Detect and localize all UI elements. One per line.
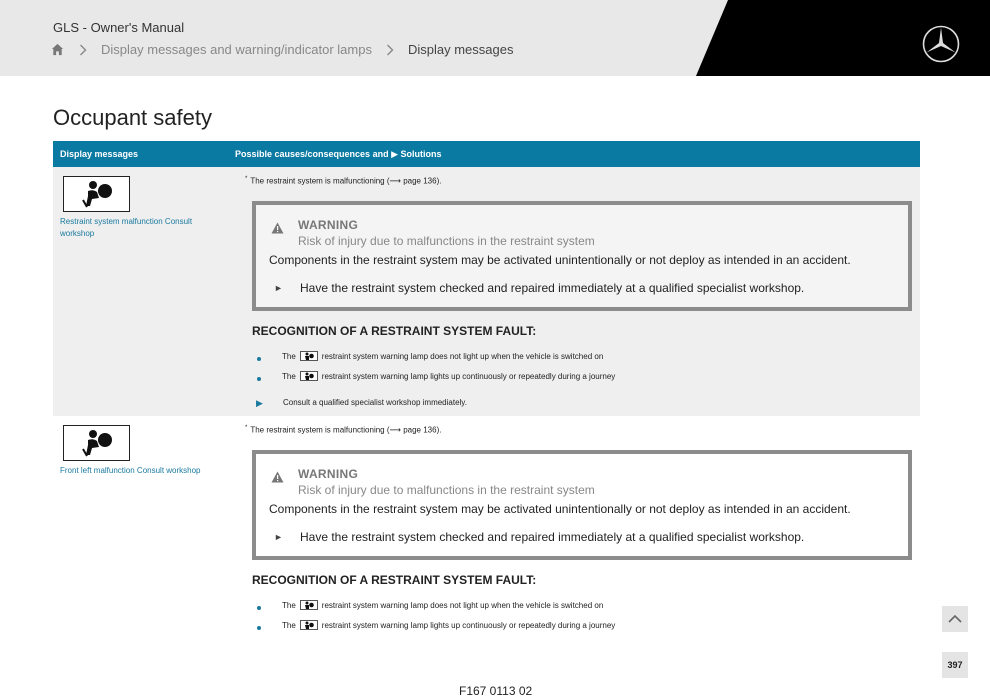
chevron-up-icon — [947, 614, 963, 624]
bullet-dot-icon — [257, 606, 261, 610]
restraint-lamp-icon — [300, 600, 318, 610]
scroll-to-top-button[interactable] — [942, 606, 968, 632]
solution-text: Consult a qualified specialist workshop immediately. — [283, 398, 467, 407]
step-arrow-icon: ► — [274, 283, 283, 293]
restraint-system-icon — [63, 176, 130, 212]
cause-text — [245, 176, 441, 186]
bullet-text: restraint system warning lamp lights up continuously or repeatedly during a journey — [321, 371, 616, 381]
warning-step: Have the restraint system checked and repaired immediately at a qualified specialist workshop. — [300, 530, 805, 544]
solution-arrow-icon: ▶ — [256, 398, 263, 408]
breadcrumb — [51, 42, 513, 57]
warning-step: Have the restraint system checked and repaired immediately at a qualified specialist workshop. — [300, 281, 805, 295]
bullet-text: restraint system warning lamp does not light up when the vehicle is switched on — [321, 600, 604, 610]
table-header — [53, 141, 920, 167]
bullet-text: restraint system warning lamp lights up continuously or repeatedly during a journey — [321, 620, 616, 630]
display-message-link[interactable]: Restraint system malfunction Consult workshop — [60, 217, 193, 238]
header-black-panel — [0, 0, 990, 76]
breadcrumb-current: Display messages — [407, 42, 514, 57]
warning-body: Components in the restraint system may be activated unintentionally or not deploy as intended in an accident. — [269, 502, 851, 516]
display-message-cell — [53, 416, 233, 700]
bullet-prefix: The — [282, 600, 296, 610]
chevron-right-icon — [386, 43, 394, 57]
display-message-cell — [53, 167, 233, 416]
warning-title: WARNING — [298, 467, 359, 481]
bullet-text: restraint system warning lamp does not light up when the vehicle is switched on — [321, 351, 604, 361]
mercedes-star-logo[interactable] — [921, 24, 961, 64]
restraint-lamp-icon — [300, 371, 318, 381]
recognition-heading: RECOGNITION OF A RESTRAINT SYSTEM FAULT: — [252, 573, 537, 587]
bullet-dot-icon — [257, 357, 261, 361]
page-title: Occupant safety — [53, 105, 212, 130]
warning-title: WARNING — [298, 218, 359, 232]
figure-code: F167 0113 02 — [459, 684, 533, 698]
warning-subtitle: Risk of injury due to malfunctions in the restraint system — [298, 234, 595, 248]
restraint-lamp-icon — [300, 620, 318, 630]
cause-text — [245, 425, 441, 435]
bullet-prefix: The — [282, 371, 296, 381]
recognition-heading: RECOGNITION OF A RESTRAINT SYSTEM FAULT: — [252, 324, 537, 338]
app-title: GLS - Owner's Manual — [53, 20, 185, 35]
breadcrumb-link-display-messages-lamps[interactable]: Display messages and warning/indicator lamps — [101, 42, 372, 57]
step-arrow-icon: ► — [274, 532, 283, 542]
warning-box — [252, 201, 912, 311]
warning-box — [252, 450, 912, 560]
restraint-lamp-icon — [300, 351, 318, 361]
warning-triangle-icon — [271, 221, 284, 239]
chevron-right-icon — [79, 43, 87, 57]
table-row — [53, 416, 920, 700]
home-icon[interactable] — [51, 43, 65, 57]
cause-sentence[interactable]: The restraint system is malfunctioning (⟶ page 136). — [250, 176, 442, 186]
bullet-dot-icon — [257, 377, 261, 381]
bullet-prefix: The — [282, 351, 296, 361]
bullet-prefix: The — [282, 620, 296, 630]
display-message-link[interactable]: Front left malfunction Consult workshop — [60, 466, 201, 475]
column-header-display-messages: Display messages — [60, 149, 139, 159]
footnote-marker: * — [245, 425, 248, 431]
cause-sentence[interactable]: The restraint system is malfunctioning (⟶ page 136). — [250, 425, 442, 435]
page-number-button[interactable]: 397 — [942, 652, 968, 678]
warning-subtitle: Risk of injury due to malfunctions in the restraint system — [298, 483, 595, 497]
warning-triangle-icon — [271, 470, 284, 488]
table-row — [53, 167, 920, 416]
bullet-dot-icon — [257, 626, 261, 630]
footnote-marker: * — [245, 176, 248, 182]
header-bar — [0, 0, 990, 76]
warning-body: Components in the restraint system may be activated unintentionally or not deploy as intended in an accident. — [269, 253, 851, 267]
column-header-causes-solutions: Possible causes/consequences and ▶ Solutions — [235, 149, 442, 159]
restraint-system-icon — [63, 425, 130, 461]
